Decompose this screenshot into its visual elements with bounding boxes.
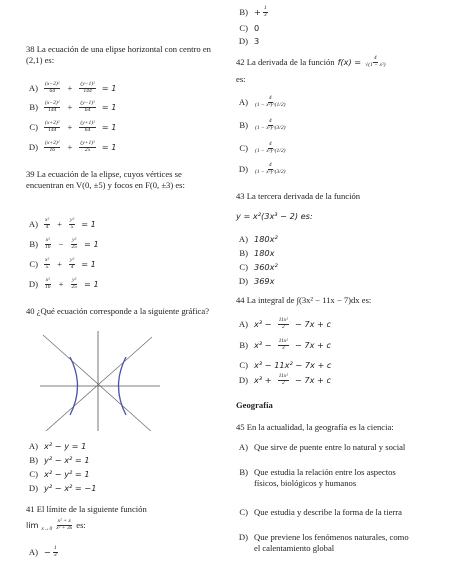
q39-option-c: C) x² 5 + $\frac{\text{y²}}{4}$ = 1 [29,257,96,270]
q38-option-d: D) (x+2)² 16 + $\frac{\text{(y+1)²}}{25}$ = 1 [28,140,117,153]
q38-option-a: A) (x−2)² 64 + $\frac{\text{(y−1)²}}{144}$ = 1 [28,81,117,94]
q45-option-a: A) Que sirve de puente entre lo natural y social [238,442,406,452]
q42-option-d: D) 4 (1 − x²)^(3/2) [238,162,286,175]
q41-limit-expression: lim x→0 x² + x x² + 3x es: [26,518,86,532]
q45-option-b: B) Que estudia la relación entre los aspectos físicos, biológicos y humanos [239,467,396,488]
question-39-text: 39 La ecuación de la elipse, cuyos vértices se encuentran en V(0, ±5) y focos en F(0, ±3) es: [26,169,185,190]
question-42-text: 42 La derivada de la función f(x) = $\frac{4}{\text{√(1 − x²)}}$ [236,55,386,68]
q38-option-c: C) (x+2)² 144 + $\frac{\text{(y+1)²}}{64}$ = 1 [29,120,117,133]
section-heading-geografia: Geografía [236,400,273,410]
q43-option-d: D) 369x [238,276,275,287]
q40-option-d: D) y² − x² = −1 [28,483,97,494]
q39-option-a: A) x² 4 + $\frac{\text{y²}}{5}$ = 1 [28,217,96,230]
q45-option-d: D) Que previene los fenómenos naturales, como el calentamiento global [238,532,409,553]
q39-option-d: D) x² 16 + $\frac{\text{y²}}{25}$ = 1 [28,277,99,290]
q40-option-b: B) y² − x² = 1 [29,455,90,466]
q44-option-a: A) x³ − $\frac{\text{11x²}}{2}$ − 7x + c [238,317,332,330]
q41-option-c: C) 0 [239,23,260,34]
question-43-text: 43 La tercera derivada de la función [236,191,361,201]
question-45-text: 45 En la actualidad, la geografía es la ciencia: [236,422,394,432]
q44-option-c: C) x³ − 11x² − 7x + c [239,360,332,371]
q41-option-d: D) 3 [238,36,260,47]
q42-option-a: A) 4 (1 − x²)^(1/2) [238,95,286,108]
q43-option-b: B) 180x [239,248,275,259]
q38-option-b: B) (x−2)² 144 + $\frac{\text{(y−1)²}}{64}$ = 1 [29,100,117,113]
question-40-text: 40 ¿Qué ecuación corresponde a la siguiente gráfica? [26,306,210,316]
q41-option-b: B) + $\frac{1}{3}$ [239,5,267,18]
q41-option-a: A) − $\frac{1}{3}$ [28,545,57,558]
q43-option-a: A) 180x² [238,234,278,245]
q44-option-d: D) x³ + $\frac{\text{11x²}}{2}$ − 7x + c [238,373,332,386]
q45-option-c: C) Que estudia y describe la forma de la tierra [239,507,402,517]
q42-tail: es: [236,74,246,84]
q43-option-c: C) 360x² [239,262,278,273]
question-41-text: 41 El límite de la siguiente función [26,504,147,514]
question-38-text: 38 La ecuación de una elipse horizontal con centro en (2,1) es: [26,44,211,65]
asymptote-2 [46,337,152,431]
q39-option-b: B) x² 16 − $\frac{\text{y²}}{25}$ = 1 [29,237,99,250]
q42-option-b: B) 4 (1 − x²)^(3/2) [239,118,286,131]
q44-option-b: B) x³ − $\frac{\text{11x²}}{3}$ − 7x + c [239,338,332,351]
question-44-text: 44 La integral de ∫(3x² − 11x − 7)dx es: [236,295,372,305]
q43-function: y = x²(3x³ − 2) es: [236,211,313,221]
hyperbola-graph [40,331,160,431]
q40-option-a: A) x² − y = 1 [28,441,87,452]
q42-option-c: C) 4 (1 − x²)^(1/2) [239,141,286,154]
q40-option-c: C) x² − y² = 1 [29,469,90,480]
